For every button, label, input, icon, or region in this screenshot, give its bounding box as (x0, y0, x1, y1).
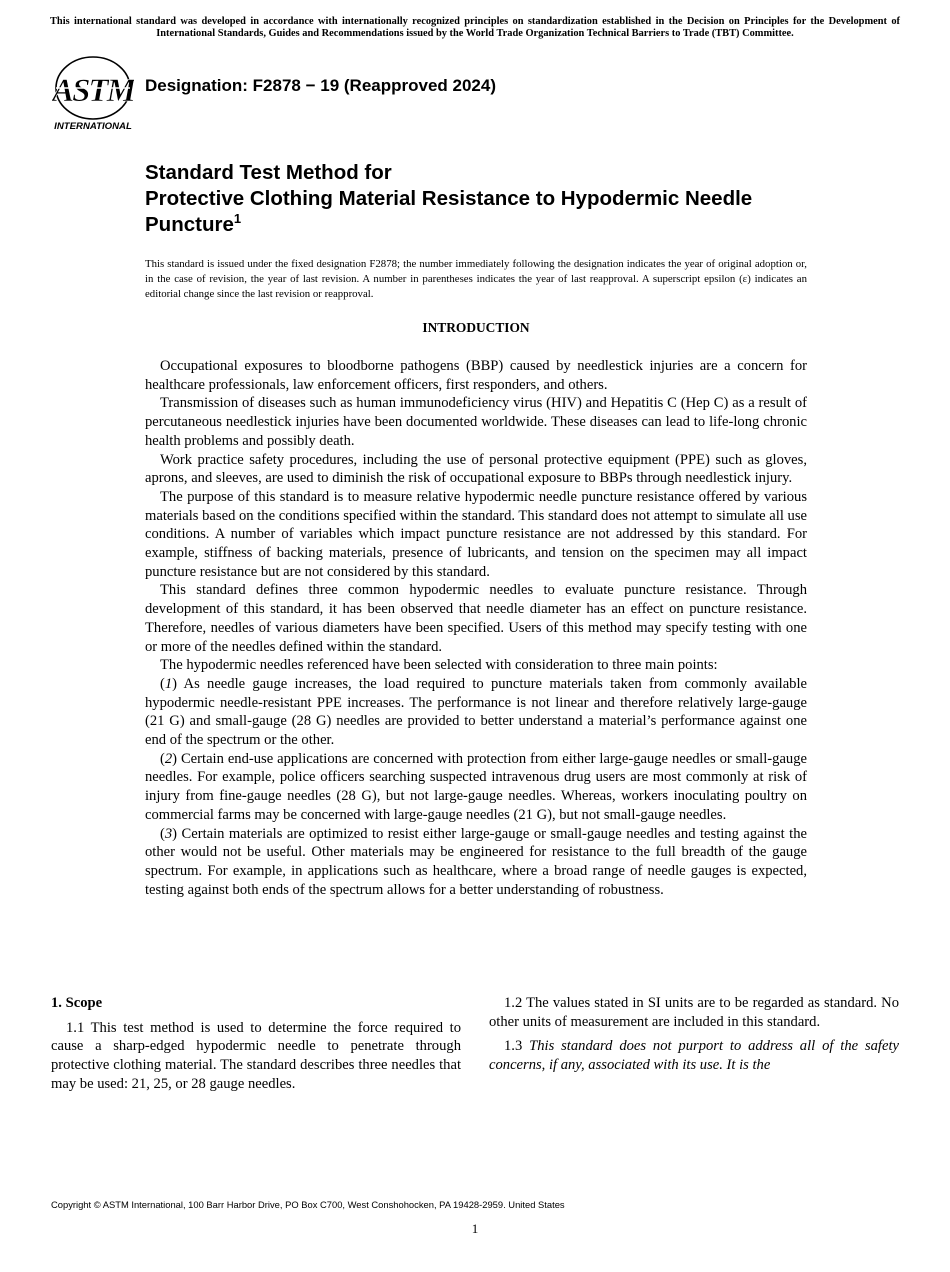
page-number: 1 (471, 1221, 479, 1236)
intro-point: (1) As needle gauge increases, the load required to puncture materials taken from commonly available hypodermic needle-resistant PPE increases. The performance is not linear and therefore relatively large-gauge (21 G) and small-gauge (28 G) needles are provided to better understand a material’s performance against one end of the spectrum or the other. (145, 675, 807, 749)
point-text: Certain end-use applications are concerned with protection from either large-gauge needles or small-gauge needles. For example, police officers searching suspected intravenous drug users are most commonly at risk of injury from fine-gauge needles (28 G), but not large-gauge needles. Whereas, workers inoculating poultry on commercial farms may be concerned with large-gauge needles (21 G), but not small-gauge needles. (145, 750, 807, 823)
point-number: 2 (164, 750, 173, 767)
section-1-3-number: 1.3 (504, 1038, 530, 1055)
section-1-2: 1.2 The values stated in SI units are to be regarded as standard. No other units of measurement are included in this standard. (489, 995, 899, 1030)
section-1-1: 1.1 This test method is used to determine the force required to cause a sharp-edged hypodermic needle to penetrate through protective clothing material. The standard describes three needles that may be used: 21, 25, or 28 gauge needles. (51, 1019, 461, 1092)
point-text: As needle gauge increases, the load required to puncture materials taken from commonly available hypodermic needle-resistant PPE increases. The performance is not linear and therefore relatively large-gauge (21 G) and small-gauge (28 G) needles are provided to better understand a material’s performance against one end of the spectrum or the other. (145, 675, 807, 749)
intro-paragraph: Occupational exposures to bloodborne pathogens (BBP) caused by needlestick injuries are a concern for healthcare professionals, law enforcement officers, first responders, and others. (145, 358, 807, 393)
title-line-2 (145, 186, 845, 238)
right-column (489, 994, 899, 1075)
intro-paragraph: The hypodermic needles referenced have been selected with consideration to three main points: (160, 657, 718, 674)
point-number: 3 (164, 825, 173, 842)
astm-logo-text: ASTM (52, 73, 134, 109)
scope-heading: 1. Scope (51, 995, 103, 1011)
intro-paragraph: This standard defines three common hypodermic needles to evaluate puncture resistance. Through development of this standard, it has been observed that needle diameter has an effect on puncture resistance. Therefore, needles of various diameters have been specified. Users of this method may specify testing with one or more of the needles defined within the standard. (145, 582, 807, 655)
issue-note: This standard is issued under the fixed designation F2878; the number immediately following the designation indicates the year of original adoption or, in the case of revision, the year of last revision. A number in parentheses indicates the year of last reapproval. A superscript epsilon (ε) indicates an editorial change since the last revision or reapproval. (145, 258, 807, 300)
document-title (145, 160, 845, 238)
intro-point: (3) Certain materials are optimized to resist either large-gauge or small-gauge needles and testing against the other would not be useful. Other materials may be engineered for resistance to the full breadth of the gauge spectrum. For example, in applications such as healthcare, where a broad range of needle gauges is expected, testing against both ends of the spectrum allows for a better understanding of robustness. (145, 825, 807, 898)
title-main: Protective Clothing Material Resistance to Hypodermic Needle Puncture (145, 187, 753, 236)
title-footnote-mark[interactable]: 1 (233, 211, 242, 227)
intro-point: (2) Certain end-use applications are concerned with protection from either large-gauge needles or small-gauge needles. For example, police officers searching suspected intravenous drug users are most commonly at risk of injury from fine-gauge needles (28 G), but not large-gauge needles. Whereas, workers inoculating poultry on commercial farms may be concerned with large-gauge needles (21 G), but not small-gauge needles. (145, 750, 807, 823)
tbt-notice: This international standard was developed in accordance with internationally recognized principles on standardization established in the Decision on Principles for the Development of International Standards, Guides and Recommendations issued by the World Trade Organization Technical Barriers to Trade (TBT) Committee. (50, 16, 900, 39)
left-column (51, 994, 461, 1094)
point-number: 1 (164, 675, 173, 692)
introduction-heading: INTRODUCTION (422, 320, 530, 335)
point-text: Certain materials are optimized to resist either large-gauge or small-gauge needles and testing against the other would not be useful. Other materials may be engineered for resistance to the full breadth of the gauge spectrum. For example, in applications such as healthcare, where a broad range of needle gauges is expected, testing against both ends of the spectrum allows for a better understanding of robustness. (145, 825, 807, 898)
astm-logo (52, 56, 134, 132)
section-1-3 (489, 1037, 899, 1074)
title-line-1: Standard Test Method for (145, 161, 392, 184)
intro-paragraph: The purpose of this standard is to measure relative hypodermic needle puncture resistance offered by various materials based on the conditions specified within the standard. This standard does not attempt to simulate all use conditions. A number of variables which impact puncture resistance are not addressed by this standard. For example, stiffness of backing materials, presence of lubricants, and tension on the specimen may all impact puncture resistance but are not considered by this standard. (145, 488, 807, 580)
intro-paragraph: Work practice safety procedures, including the use of personal protective equipment (PPE) such as gloves, aprons, and sleeves, are used to diminish the risk of occupational exposure to BBPs through needlestick injury. (145, 451, 807, 487)
copyright-line: Copyright © ASTM International, 100 Barr Harbor Drive, PO Box C700, West Conshohocken, PA 19428-2959. United States (51, 1199, 565, 1210)
introduction-body (145, 357, 807, 899)
designation: Designation: F2878 − 19 (Reapproved 2024) (145, 76, 496, 95)
section-1-3-text: This standard does not purport to address all of the safety concerns, if any, associated with its use. It is the (489, 1038, 899, 1074)
intro-paragraph: Transmission of diseases such as human immunodeficiency virus (HIV) and Hepatitis C (Hep C) as a result of percutaneous needlestick injuries have been documented worldwide. These diseases can lead to life-long chronic health problems and possibly death. (145, 395, 807, 449)
astm-logo-subtext: INTERNATIONAL (54, 121, 132, 132)
